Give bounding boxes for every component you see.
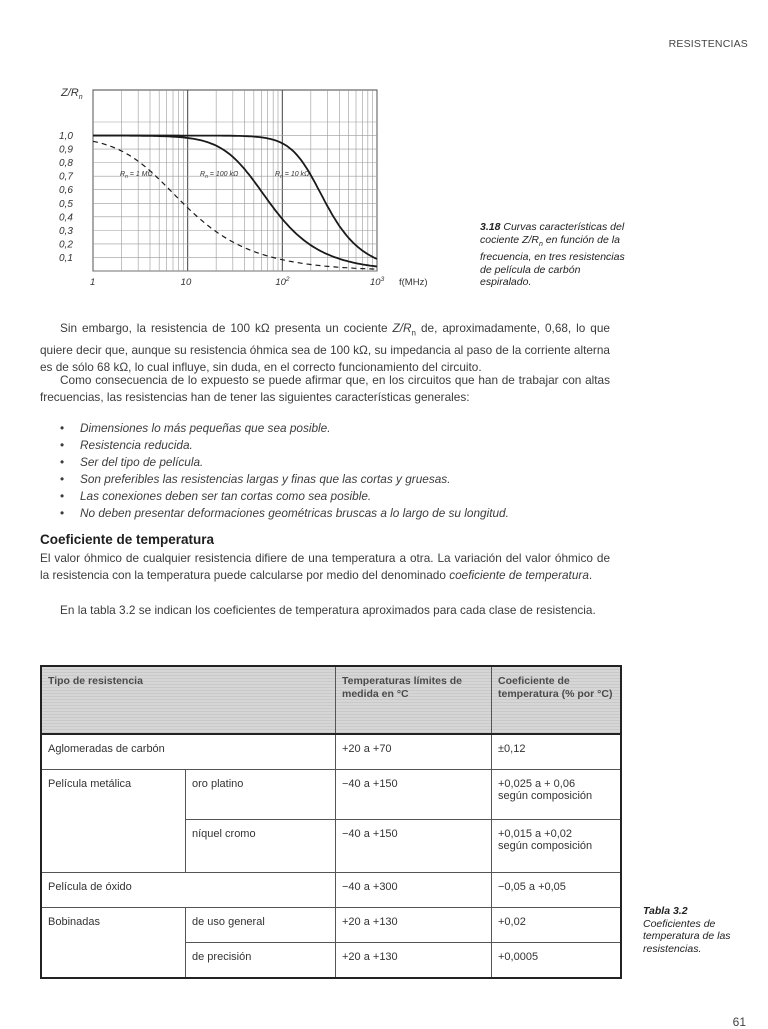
cell-coefficient: −0,05 a +0,05 (492, 873, 622, 908)
cell-type: Película de óxido (41, 873, 336, 908)
curve-1mohm (93, 141, 377, 269)
cell-coefficient: +0,02 (492, 908, 622, 943)
list-item: • Resistencia reducida. (60, 437, 620, 454)
paragraph-1-italic: Z/R (392, 321, 412, 335)
x-axis-unit: f(MHz) (399, 277, 428, 288)
cell-subtype: de uso general (186, 908, 336, 943)
y-tick-labels (59, 131, 73, 264)
cell-subtype: de precisión (186, 943, 336, 979)
cell-subtype: oro platino (186, 770, 336, 820)
cell-coefficient (492, 820, 622, 873)
paragraph-1-part-a: Sin embargo, la resistencia de 100 kΩ presenta un cociente (60, 321, 393, 335)
curve-label-100kohm: $R_n = 100$ kΩ (200, 171, 239, 180)
figure-caption-text: Curvas características del cociente Z/R (480, 221, 625, 246)
table-number: Tabla 3.2 (643, 905, 688, 917)
paragraph-3-part-b: . (588, 568, 593, 583)
cell-coefficient (492, 770, 622, 820)
coefficient-value: +0,025 a + 0,06 (498, 778, 576, 790)
cell-type: Película metálica (41, 770, 186, 873)
list-item: • Ser del tipo de película. (60, 454, 620, 471)
list-item: • Dimensiones lo más pequeñas que sea posible. (60, 420, 620, 437)
cell-temperature: −40 a +300 (336, 873, 492, 908)
x-tick-label: 1 (90, 277, 96, 288)
x-tick-labels (90, 276, 385, 288)
header-coefficient: Coeficiente de temperatura (% por °C) (492, 666, 622, 734)
temperature-coefficient-table (40, 665, 622, 979)
x-tick-label: $10^3$ (370, 276, 385, 288)
header-temperature-limits: Temperaturas límites de medida en °C (336, 666, 492, 734)
paragraph-consequence: Como consecuencia de lo expuesto se puede afirmar que, en los circuitos que han de trabajar con altas frecuencias, las resistencias han de tener las siguientes características generales: (40, 373, 610, 405)
characteristics-list (60, 420, 620, 522)
x-tick-label: 10 (180, 277, 192, 288)
log-grid (93, 90, 377, 271)
y-tick-label: 0,2 (59, 239, 73, 251)
list-item: • No deben presentar deformaciones geométricas bruscas a lo largo de su longitud. (60, 505, 620, 522)
y-tick-label: 0,6 (59, 185, 73, 197)
figure-caption-text-2: en función de la frecuencia, en tres resistencias de película de carbón espiralado. (480, 233, 625, 289)
figure-number: 3.18 (480, 221, 501, 233)
figure-caption-sub: n (538, 240, 543, 248)
y-tick-label: 0,5 (59, 198, 73, 210)
y-tick-label: 0,8 (59, 158, 73, 170)
table-row (41, 734, 621, 770)
frequency-response-figure (55, 80, 455, 295)
paragraph-table-intro: En la tabla 3.2 se indican los coeficientes de temperatura aproximados para cada clase de resistencia. (60, 603, 596, 617)
table-header-row (41, 666, 621, 734)
curve-labels (120, 171, 310, 180)
table-row (41, 908, 621, 943)
figure-caption (480, 221, 630, 289)
curve-label-1mohm: $R_n = 1$ MΩ (120, 171, 153, 180)
list-item: • Son preferibles las resistencias largas y finas que las cortas y gruesas. (60, 471, 620, 488)
paragraph-1-part-b: de, aproximadamente, 0,68, lo que quiere decir que, aunque su resistencia óhmica sea de 100 kΩ, su impedancia al paso de la corriente alterna es de sólo 68 kΩ, lo cual influye, sin duda, en el correcto funcionamiento del circuito. (40, 321, 610, 375)
x-tick-label: $10^2$ (275, 276, 290, 288)
page-number: 61 (732, 1015, 746, 1029)
y-tick-label: 0,9 (59, 144, 73, 156)
paragraph-1-sub: n (411, 328, 416, 338)
cell-type: Bobinadas (41, 908, 186, 979)
y-tick-label: 0,1 (59, 252, 73, 264)
y-tick-label: 0,4 (59, 212, 73, 224)
y-tick-label: 0,3 (59, 225, 73, 237)
y-axis-label: $Z/R_n$ (61, 87, 83, 101)
table-row (41, 770, 621, 820)
cell-temperature: +20 a +70 (336, 734, 492, 770)
paragraph-3-italic: coeficiente de temperatura (449, 568, 589, 583)
cell-type: Aglomeradas de carbón (41, 734, 336, 770)
paragraph-3-part-a: El valor óhmico de cualquier resistencia difiere de una temperatura a otra. La variación del valor óhmico de la resistencia con la temperatura puede calcularse por medio del denominado (40, 551, 610, 583)
cell-coefficient: +0,0005 (492, 943, 622, 979)
header-resistor-type: Tipo de resistencia (41, 666, 336, 734)
cell-temperature: −40 a +150 (336, 820, 492, 873)
response-curves (93, 136, 377, 270)
paragraph-impedance (40, 320, 610, 377)
curve-10kohm (93, 136, 377, 259)
cell-coefficient: ±0,12 (492, 734, 622, 770)
table-row (41, 873, 621, 908)
list-item: • Las conexiones deben ser tan cortas como sea posible. (60, 488, 620, 505)
cell-temperature: −40 a +150 (336, 770, 492, 820)
table-caption (643, 905, 763, 955)
y-tick-label: 0,7 (59, 171, 73, 183)
y-axis (59, 87, 83, 264)
table-caption-text: Coeficientes de temperatura de las resistencias. (643, 917, 731, 955)
running-head: RESISTENCIAS (668, 38, 748, 50)
cell-subtype: níquel cromo (186, 820, 336, 873)
x-axis (90, 276, 428, 288)
curve-100kohm (93, 136, 377, 267)
coefficient-note: según composición (498, 790, 593, 802)
curve-label-10kohm: $R_n = 10$ kΩ (275, 171, 310, 180)
paragraph-temperature (40, 550, 610, 585)
y-tick-label: 1,0 (59, 131, 73, 143)
cell-temperature: +20 a +130 (336, 908, 492, 943)
cell-temperature: +20 a +130 (336, 943, 492, 979)
coefficient-note: según composición (498, 840, 593, 852)
coefficient-value: +0,015 a +0,02 (498, 828, 573, 840)
section-heading: Coeficiente de temperatura (40, 532, 215, 547)
